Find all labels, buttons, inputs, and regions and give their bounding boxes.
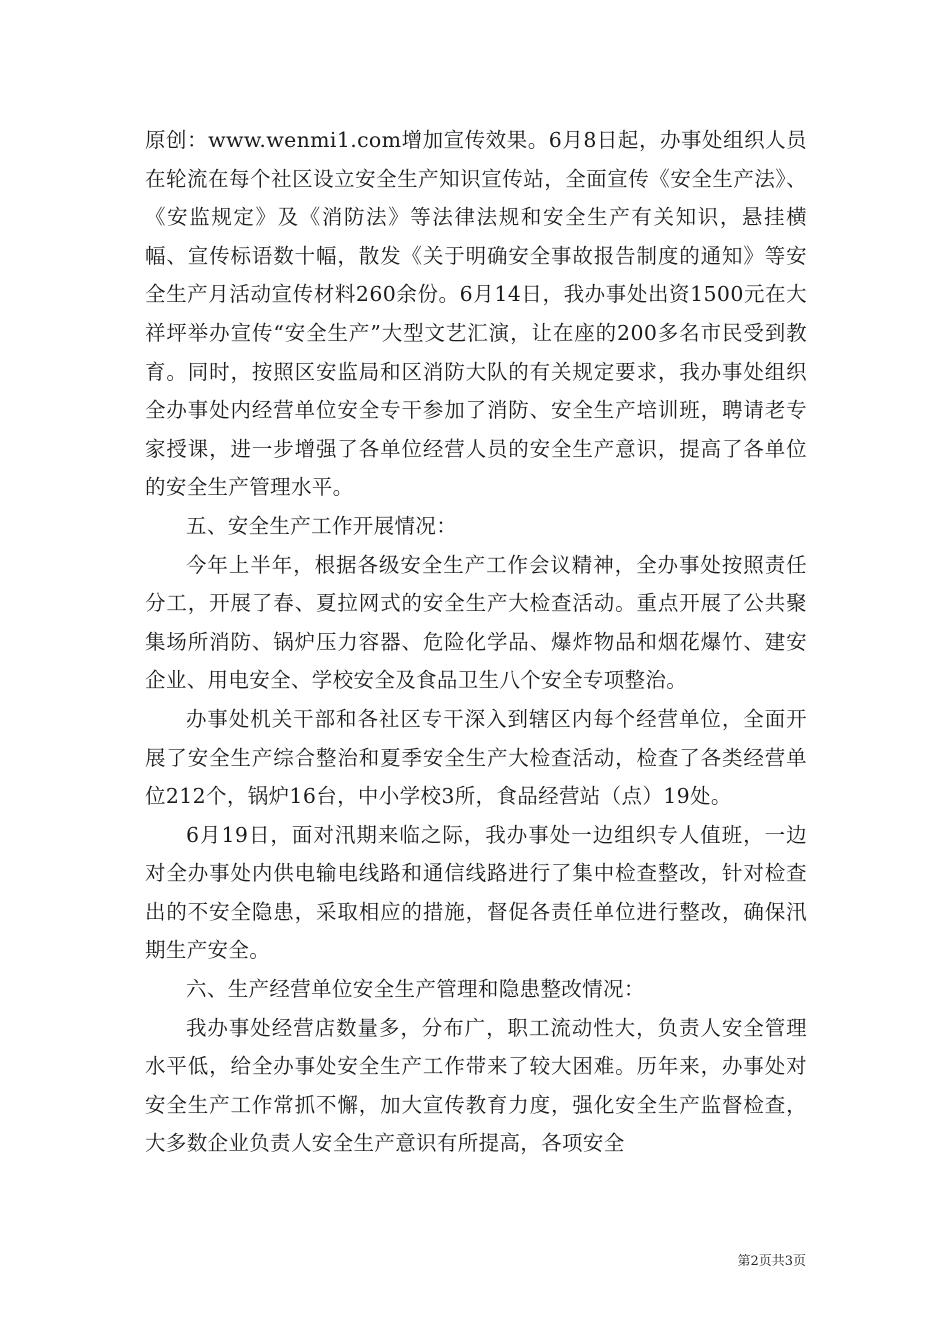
heading-section-six: 六、生产经营单位安全生产管理和隐患整改情况： — [186, 977, 645, 1002]
paragraph-flood-season: 6月19日，面对汛期来临之际，我办事处一边组织专人值班，一边对全办事处内供电输电线路和通信线路进行了集中检查整改，针对检查出的不安全隐患，采取相应的措施，督促各责任单位进行整改，确保汛期生产安全。 — [145, 822, 807, 963]
document-body — [145, 121, 807, 1163]
paragraph-inspection-campaign: 今年上半年，根据各级安全生产工作会议精神，全办事处按照责任分工，开展了春、夏拉网式的安全生产大检查活动。重点开展了公共聚集场所消防、锅炉压力容器、危险化学品、爆炸物品和烟花爆竹、建安企业、用电安全、学校安全及食品卫生八个安全专项整治。 — [145, 552, 807, 693]
paragraph-management: 我办事处经营店数量多，分布广，职工流动性大，负责人安全管理水平低，给全办事处安全生产工作带来了较大困难。历年来，办事处对安全生产工作常抓不懈，加大宣传教育力度，强化安全生产监督检查，大多数企业负责人安全生产意识有所提高，各项安全 — [145, 1015, 807, 1156]
paragraph-publicity: 原创：www.wenmi1.com增加宣传效果。6月8日起，办事处组织人员在轮流在每个社区设立安全生产知识宣传站，全面宣传《安全生产法》、《安监规定》及《消防法》等法律法规和安全生产有关知识，悬挂横幅、宣传标语数十幅，散发《关于明确安全事故报告制度的通知》等安全生产月活动宣传材料260余份。6月14日，我办事处出资1500元在大祥坪举办宣传“安全生产”大型文艺汇演，让在座的200多名市民受到教育。同时，按照区安监局和区消防大队的有关规定要求，我办事处组织全办事处内经营单位安全专干参加了消防、安全生产培训班，聘请老专家授课，进一步增强了各单位经营人员的安全生产意识，提高了各单位的安全生产管理水平。 — [145, 128, 807, 500]
paragraph-inspection-results: 办事处机关干部和各社区专干深入到辖区内每个经营单位，全面开展了安全生产综合整治和夏季安全生产大检查活动，检查了各类经营单位212个，锅炉16台，中小学校3所，食品经营站（点）19处。 — [145, 706, 807, 809]
heading-section-five: 五、安全生产工作开展情况： — [186, 513, 458, 538]
page-number: 第2页共3页 — [737, 1254, 806, 1269]
